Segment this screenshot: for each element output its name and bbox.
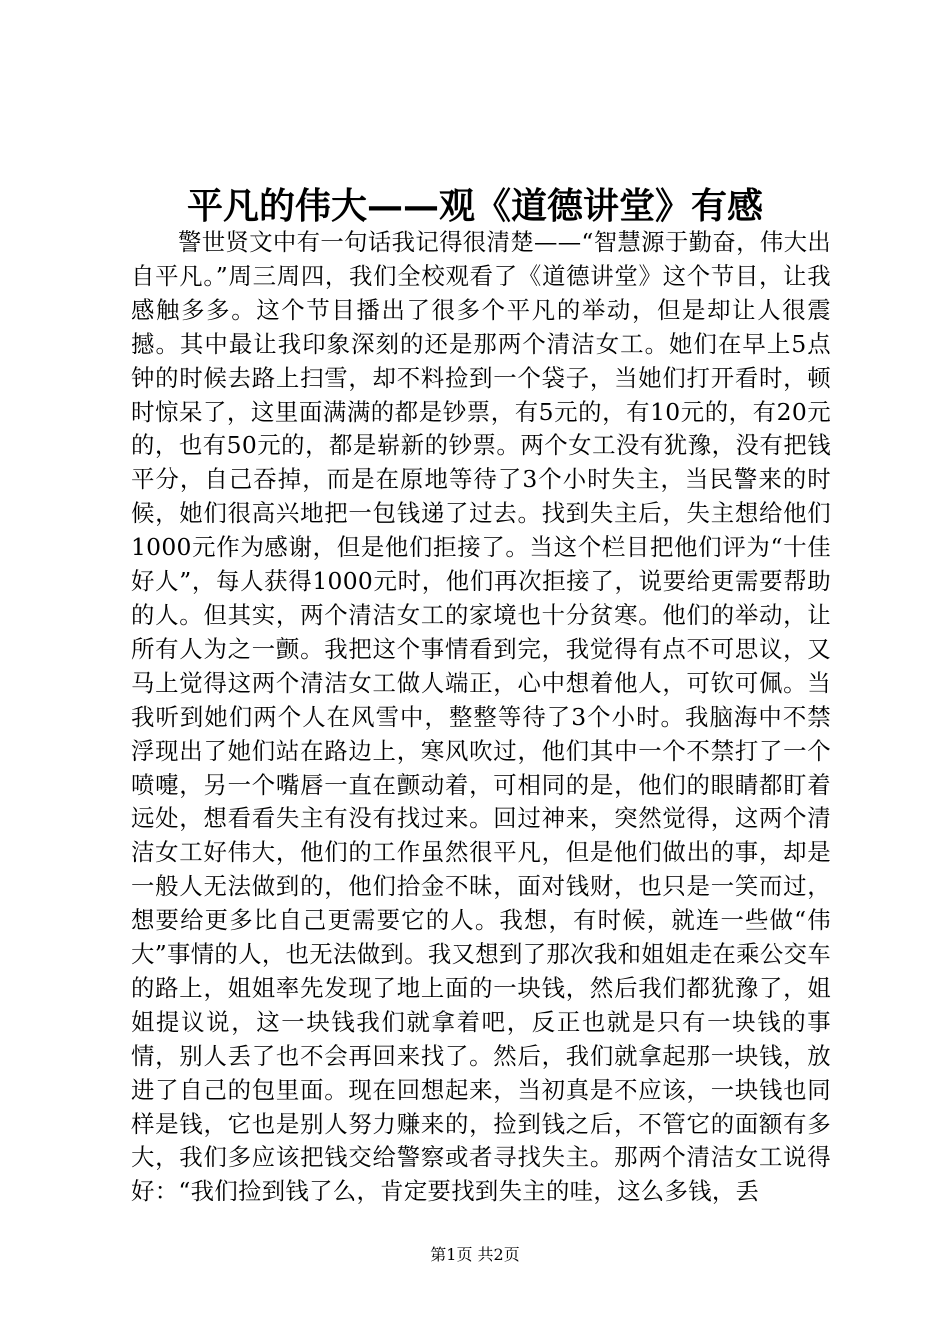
page-footer: 第1页 共2页 bbox=[430, 1245, 520, 1264]
document-body-paragraph: 警世贤文中有一句话我记得很清楚——“智慧源于勤奋，伟大出自平凡。”周三周四，我们全校观看了《道德讲堂》这个节目，让我感触多多。这个节目播出了很多个平凡的举动，但是却让人很震撼。其中最让我印象深刻的还是那两个清洁女工。她们在早上5点钟的时候去路上扫雪，却不料捡到一个袋子，当她们打开看时，顿时惊呆了，这里面满满的都是钞票，有5元的，有10元的，有20元的，也有50元的，都是崭新的钞票。两个女工没有犹豫，没有把钱平分，自己吞掉，而是在原地等待了3个小时失主，当民警来的时候，她们很高兴地把一包钱递了过去。找到失主后，失主想给他们1000元作为感谢，但是他们拒接了。当这个栏目把他们评为“十佳好人”，每人获得1000元时，他们再次拒接了，说要给更需要帮助的人。但其实，两个清洁女工的家境也十分贫寒。他们的举动，让所有人为之一颤。我把这个事情看到完，我觉得有点不可思议，又马上觉得这两个清洁女工做人端正，心中想着他人，可钦可佩。当我听到她们两个人在风雪中，整整等待了3个小时。我脑海中不禁浮现出了她们站在路边上，寒风吹过，他们其中一个不禁打了一个喷嚏，另一个嘴唇一直在颤动着，可相同的是，他们的眼睛都盯着远处，想看看失主有没有找过来。回过神来，突然觉得，这两个清洁女工好伟大，他们的工作虽然很平凡，但是他们做出的事，却是一般人无法做到的，他们拾金不昧，面对钱财，也只是一笑而过，想要给更多比自己更需要它的人。我想，有时候，就连一些做“伟大”事情的人，也无法做到。我又想到了那次我和姐姐走在乘公交车的路上，姐姐率先发现了地上面的一块钱，然后我们都犹豫了，姐姐提议说，这一块钱我们就拿着吧，反正也就是只有一块钱的事情，别人丢了也不会再回来找了。然后，我们就拿起那一块钱，放进了自己的包里面。现在回想起来，当初真是不应该，一块钱也同样是钱，它也是别人努力赚来的，捡到钱之后，不管它的面额有多大，我们多应该把钱交给警察或者寻找失主。那两个清洁女工说得好：“我们捡到钱了么，肯定要找到失主的哇，这么多钱，丢 bbox=[131, 228, 831, 1206]
document-title: 平凡的伟大——观《道德讲堂》有感 bbox=[186, 185, 763, 227]
